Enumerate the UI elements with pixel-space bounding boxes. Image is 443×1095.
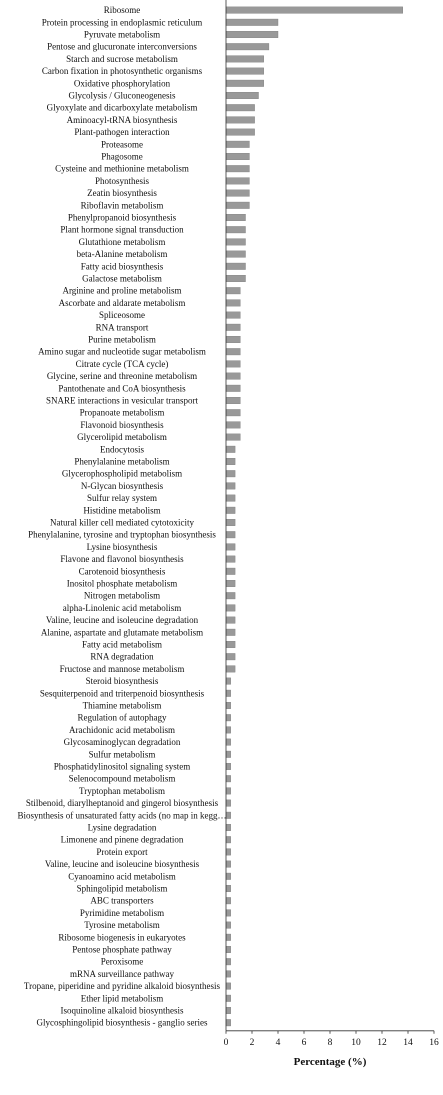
category-label: Cysteine and methionine metabolism xyxy=(55,163,189,174)
category-label: Phenylalanine metabolism xyxy=(74,456,170,467)
bar xyxy=(226,1007,231,1014)
category-label: Tropane, piperidine and pyridine alkaloid biosynthesis xyxy=(23,981,221,992)
category-label: Steroid biosynthesis xyxy=(85,676,159,687)
bar xyxy=(226,312,240,319)
bar xyxy=(226,397,240,404)
category-label: Peroxisome xyxy=(100,956,144,967)
category-label: Plant hormone signal transduction xyxy=(60,224,184,235)
bar xyxy=(226,763,231,770)
category-label: Sulfur relay system xyxy=(87,493,157,504)
category-label: Lysine biosynthesis xyxy=(86,541,158,552)
bar xyxy=(226,727,231,734)
bar xyxy=(226,422,240,429)
category-label: Glycolysis / Gluconeogenesis xyxy=(68,90,176,101)
category-label: Cyanoamino acid metabolism xyxy=(68,871,176,882)
bar xyxy=(226,385,240,392)
category-label: Starch and sucrose metabolism xyxy=(66,53,178,64)
category-label: Nitrogen metabolism xyxy=(83,590,161,601)
bar xyxy=(226,666,235,673)
category-label: Regulation of autophagy xyxy=(77,712,167,723)
bar xyxy=(226,800,231,807)
category-labels-group xyxy=(18,5,227,1028)
bar xyxy=(226,336,240,343)
category-label: Inositol phosphate metabolism xyxy=(66,578,178,589)
category-label: Fatty acid biosynthesis xyxy=(80,261,164,272)
bar xyxy=(226,824,231,831)
bar xyxy=(226,507,235,514)
category-label: Riboflavin metabolism xyxy=(80,200,164,211)
x-tick-label: 2 xyxy=(249,1037,255,1048)
category-label: Ether lipid metabolism xyxy=(80,993,164,1004)
bar xyxy=(226,178,249,185)
bar xyxy=(226,580,235,587)
bar xyxy=(226,226,246,233)
category-label: Pentose phosphate pathway xyxy=(72,944,172,955)
category-label: Phosphatidylinositol signaling system xyxy=(53,761,191,772)
category-label: Tryptophan metabolism xyxy=(79,785,165,796)
bar xyxy=(226,983,231,990)
bar xyxy=(226,641,235,648)
category-label: Glycosaminoglycan degradation xyxy=(63,737,181,748)
bar xyxy=(226,80,264,87)
bar xyxy=(226,934,231,941)
category-label: Fructose and mannose metabolism xyxy=(59,663,185,674)
bar xyxy=(226,946,231,953)
bar xyxy=(226,434,240,441)
category-label: Propanoate metabolism xyxy=(79,407,165,418)
bar xyxy=(226,605,235,612)
bar xyxy=(226,544,235,551)
category-label: Limonene and pinene degradation xyxy=(60,834,184,845)
category-label: Natural killer cell mediated cytotoxicity xyxy=(50,517,194,528)
category-label: Spliceosome xyxy=(99,310,145,321)
category-label: Alanine, aspartate and glutamate metabolism xyxy=(40,627,204,638)
bar xyxy=(226,251,246,258)
category-label: Carbon fixation in photosynthetic organisms xyxy=(41,66,203,77)
bar xyxy=(226,775,231,782)
category-label: Oxidative phosphorylation xyxy=(73,78,171,89)
bar xyxy=(226,897,231,904)
bar xyxy=(226,1019,231,1025)
bar xyxy=(226,556,235,563)
bar xyxy=(226,92,259,99)
category-label: Phenylalanine, tyrosine and tryptophan biosynthesis xyxy=(28,529,216,540)
category-label: Pyruvate metabolism xyxy=(83,29,161,40)
bar xyxy=(226,690,231,697)
bar xyxy=(226,995,231,1002)
category-label: Biosynthesis of unsaturated fatty acids (no map in kegg… xyxy=(17,810,227,821)
category-label: Endocytosis xyxy=(100,444,144,455)
category-label: Selenocompound metabolism xyxy=(68,773,176,784)
bar xyxy=(226,836,231,843)
category-label: Proteasome xyxy=(101,139,143,150)
bar xyxy=(226,141,249,148)
bar xyxy=(226,117,255,124)
bar xyxy=(226,922,231,929)
category-label: Glycine, serine and threonine metabolism xyxy=(46,371,198,382)
category-label: Sulfur metabolism xyxy=(88,749,156,760)
category-label: Carotenoid biosynthesis xyxy=(78,566,166,577)
category-label: Glycosphingolipid biosynthesis - ganglio series xyxy=(36,1017,208,1028)
category-label: Arachidonic acid metabolism xyxy=(69,724,175,735)
category-label: Valine, leucine and isoleucine degradation xyxy=(45,615,199,626)
bar xyxy=(226,324,240,331)
category-label: N-Glycan biosynthesis xyxy=(80,480,164,491)
bar xyxy=(226,300,240,307)
category-label: Glycerolipid metabolism xyxy=(77,432,167,443)
bar xyxy=(226,56,264,63)
x-tick-label: 10 xyxy=(351,1037,361,1048)
category-label: Valine, leucine and isoleucine biosynthesis xyxy=(44,859,200,870)
bar xyxy=(226,653,235,660)
bar xyxy=(226,19,278,26)
bar xyxy=(226,678,231,685)
bar xyxy=(226,531,235,538)
category-label: Stilbenoid, diarylheptanoid and gingerol biosynthesis xyxy=(25,798,219,809)
category-label: Phagosome xyxy=(101,151,143,162)
bar xyxy=(226,519,235,526)
category-label: Pentose and glucuronate interconversions xyxy=(47,41,197,52)
category-label: Zeatin biosynthesis xyxy=(87,188,157,199)
category-label: Protein export xyxy=(96,846,148,857)
bar xyxy=(226,348,240,355)
bar xyxy=(226,910,231,917)
category-label: Pyrimidine metabolism xyxy=(79,907,165,918)
bar xyxy=(226,202,249,209)
category-label: SNARE interactions in vesicular transport xyxy=(46,395,198,406)
category-label: Ribosome xyxy=(103,5,141,16)
bar xyxy=(226,31,278,38)
category-label: Fatty acid metabolism xyxy=(82,639,162,650)
bar xyxy=(226,409,240,416)
bar xyxy=(226,7,403,14)
x-tick-label: 16 xyxy=(429,1037,439,1048)
bar xyxy=(226,214,246,221)
bar xyxy=(226,446,235,453)
bar xyxy=(226,43,269,50)
x-tick-label: 12 xyxy=(377,1037,387,1048)
x-tick-label: 6 xyxy=(301,1037,307,1048)
category-label: Plant-pathogen interaction xyxy=(74,127,170,138)
x-axis-title: Percentage (%) xyxy=(293,1055,367,1068)
bar xyxy=(226,458,235,465)
bar xyxy=(226,470,235,477)
bar xyxy=(226,788,231,795)
bar xyxy=(226,373,240,380)
x-ticks-group xyxy=(224,1031,439,1048)
bar xyxy=(226,568,235,575)
x-tick-label: 4 xyxy=(275,1037,281,1048)
bar xyxy=(226,702,231,709)
bar xyxy=(226,275,246,282)
bar xyxy=(226,129,255,136)
category-label: Glycerophospholipid metabolism xyxy=(61,468,183,479)
bar xyxy=(226,153,249,160)
bar xyxy=(226,165,249,172)
bar xyxy=(226,617,235,624)
x-tick-label: 14 xyxy=(403,1037,413,1048)
category-label: RNA transport xyxy=(95,322,149,333)
category-label: ABC transporters xyxy=(90,895,154,906)
category-label: beta-Alanine metabolism xyxy=(76,249,168,260)
bar xyxy=(226,104,255,111)
category-label: Isoquinoline alkaloid biosynthesis xyxy=(60,1005,184,1016)
bar xyxy=(226,592,235,599)
category-label: Glyoxylate and dicarboxylate metabolism xyxy=(46,102,198,113)
bar xyxy=(226,629,235,636)
category-label: Histidine metabolism xyxy=(83,505,161,516)
bar xyxy=(226,873,231,880)
bar xyxy=(226,849,231,856)
category-label: Arginine and proline metabolism xyxy=(62,285,182,296)
category-label: Pantothenate and CoA biosynthesis xyxy=(58,383,186,394)
category-label: Ribosome biogenesis in eukaryotes xyxy=(58,932,186,943)
x-tick-label: 0 xyxy=(223,1037,229,1048)
bar xyxy=(226,739,231,746)
category-label: Glutathione metabolism xyxy=(78,236,166,247)
category-label: alpha-Linolenic acid metabolism xyxy=(62,602,182,613)
bar xyxy=(226,812,231,819)
bar xyxy=(226,361,240,368)
category-label: Amino sugar and nucleotide sugar metabolism xyxy=(38,346,206,357)
bar xyxy=(226,751,231,758)
bar xyxy=(226,190,249,197)
category-label: Sesquiterpenoid and triterpenoid biosynthesis xyxy=(39,688,205,699)
category-label: Sphingolipid metabolism xyxy=(76,883,168,894)
bar xyxy=(226,483,235,490)
bar xyxy=(226,885,231,892)
bar xyxy=(226,971,231,978)
category-label: Thiamine metabolism xyxy=(82,700,162,711)
category-label: Flavone and flavonol biosynthesis xyxy=(60,554,184,565)
bar xyxy=(226,263,246,270)
bars-group xyxy=(226,7,403,1026)
category-label: Aminoacyl-tRNA biosynthesis xyxy=(66,114,178,125)
category-label: Tyrosine metabolism xyxy=(84,920,160,931)
bar xyxy=(226,958,231,965)
bar xyxy=(226,495,235,502)
bar xyxy=(226,287,240,294)
bar xyxy=(226,239,246,246)
category-label: Lysine degradation xyxy=(87,822,157,833)
x-tick-label: 8 xyxy=(327,1037,333,1048)
category-label: Citrate cycle (TCA cycle) xyxy=(75,358,169,369)
category-label: Flavonoid biosynthesis xyxy=(80,419,164,430)
category-label: RNA degradation xyxy=(90,651,154,662)
category-label: Galactose metabolism xyxy=(82,273,162,284)
category-label: Ascorbate and aldarate metabolism xyxy=(58,297,186,308)
bar xyxy=(226,861,231,868)
category-label: mRNA surveillance pathway xyxy=(70,968,174,979)
bar xyxy=(226,68,264,75)
category-label: Protein processing in endoplasmic reticulum xyxy=(41,17,203,28)
category-label: Purine metabolism xyxy=(88,334,156,345)
category-label: Phenylpropanoid biosynthesis xyxy=(67,212,177,223)
category-label: Photosynthesis xyxy=(94,175,150,186)
bar xyxy=(226,714,231,721)
